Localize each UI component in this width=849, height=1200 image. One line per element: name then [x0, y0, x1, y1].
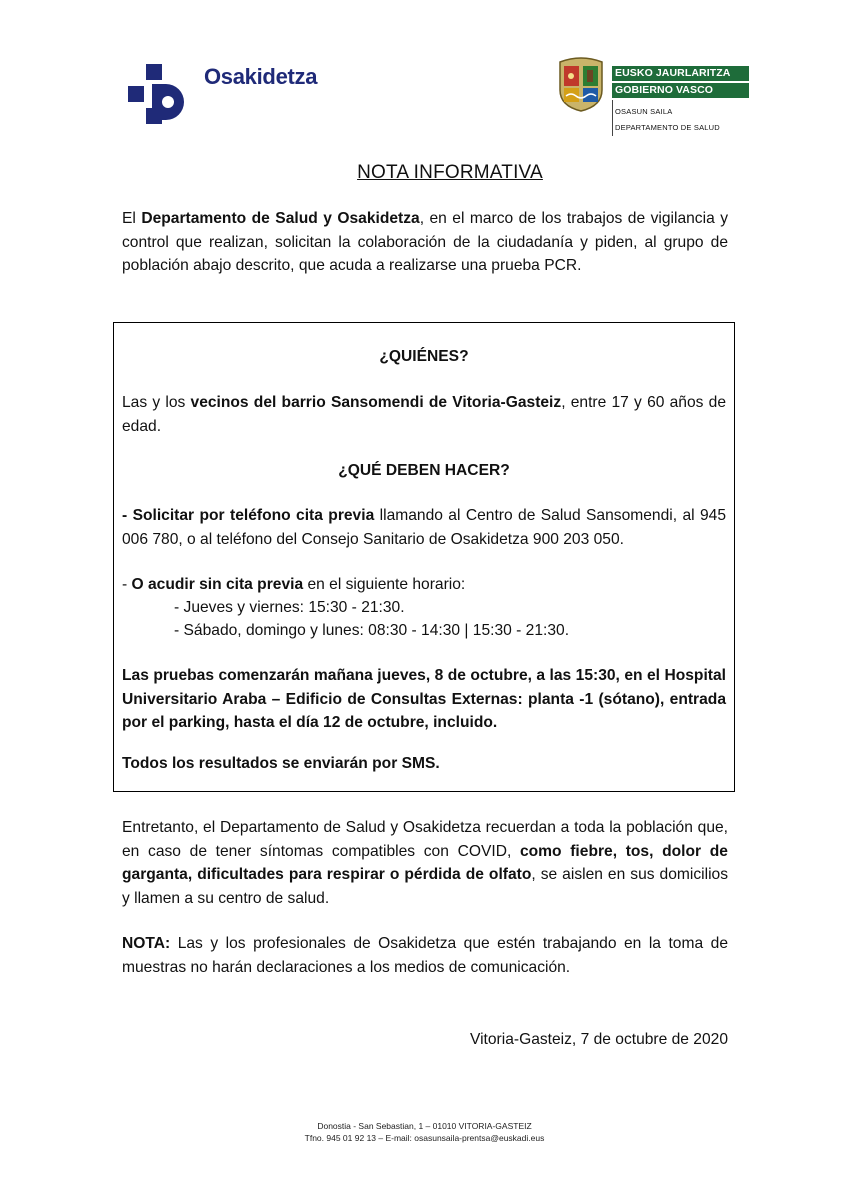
gov-dept-basque: OSASUN SAILA [615, 107, 673, 116]
gov-name-basque: EUSKO JAURLARITZA [612, 66, 749, 81]
info-box [113, 322, 735, 792]
osakidetza-logo [128, 64, 328, 134]
page-title: NOTA INFORMATIVA [357, 162, 543, 183]
gov-name-spanish: GOBIERNO VASCO [612, 83, 749, 98]
phone-appointment-paragraph: - Solicitar por teléfono cita previa llamando al Centro de Salud Sansomendi, al 945 006 780, o al teléfono del Consejo Sanitario de Osakidetza 900 203 050. [122, 507, 726, 548]
footer-address: Donostia - San Sebastian, 1 – 01010 VITORIA-GASTEIZ [317, 1121, 532, 1131]
sms-info: Todos los resultados se enviarán por SMS. [122, 755, 440, 772]
what-heading: ¿QUÉ DEBEN HACER? [338, 462, 510, 479]
gobierno-vasco-logo [554, 54, 754, 144]
gov-dept-spanish: DEPARTAMENTO DE SALUD [615, 123, 720, 132]
osakidetza-logo-text: Osakidetza [204, 64, 318, 89]
who-paragraph: Las y los vecinos del barrio Sansomendi de Vitoria-Gasteiz, entre 17 y 60 años de edad. [122, 394, 726, 435]
footer-contact: Tfno. 945 01 92 13 – E-mail: osasunsaila-prentsa@euskadi.eus [304, 1133, 545, 1143]
date-line: Vitoria-Gasteiz, 7 de octubre de 2020 [469, 1031, 728, 1048]
coat-of-arms-icon [554, 56, 608, 112]
who-heading: ¿QUIÉNES? [379, 348, 469, 365]
osakidetza-cross-icon [128, 64, 192, 130]
intro-paragraph: El Departamento de Salud y Osakidetza, en el marco de los trabajos de vigilancia y control que realizan, solicitan la colaboración de la ciudadanía y piden, al grupo de población abajo descrito, que acuda a realizarse una prueba PCR. [122, 210, 729, 274]
walk-in-paragraph: - O acudir sin cita previa en el siguiente horario: [122, 576, 466, 593]
note-paragraph: NOTA: Las y los profesionales de Osakidetza que estén trabajando en la toma de muestras no harán declaraciones a los medios de comunicación. [122, 935, 728, 976]
meanwhile-paragraph: Entretanto, el Departamento de Salud y Osakidetza recuerdan a toda la población que, en caso de tener síntomas compatibles con COVID, como fiebre, tos, dolor de garganta, dificultades para respirar o pérdida de olfato, se aislen en sus domicilios y llamen a su centro de salud. [122, 819, 729, 907]
gov-divider [612, 100, 613, 136]
tests-info-paragraph: Las pruebas comenzarán mañana jueves, 8 de octubre, a las 15:30, en el Hospital Universitario Araba – Edificio de Consultas Externas: planta -1 (sótano), entrada por el parking, hasta el día 12 de octubre, incluido. [122, 667, 726, 731]
schedule-item: - Sábado, domingo y lunes: 08:30 - 14:30 | 15:30 - 21:30. [174, 622, 570, 639]
schedule-item: - Jueves y viernes: 15:30 - 21:30. [174, 599, 405, 616]
